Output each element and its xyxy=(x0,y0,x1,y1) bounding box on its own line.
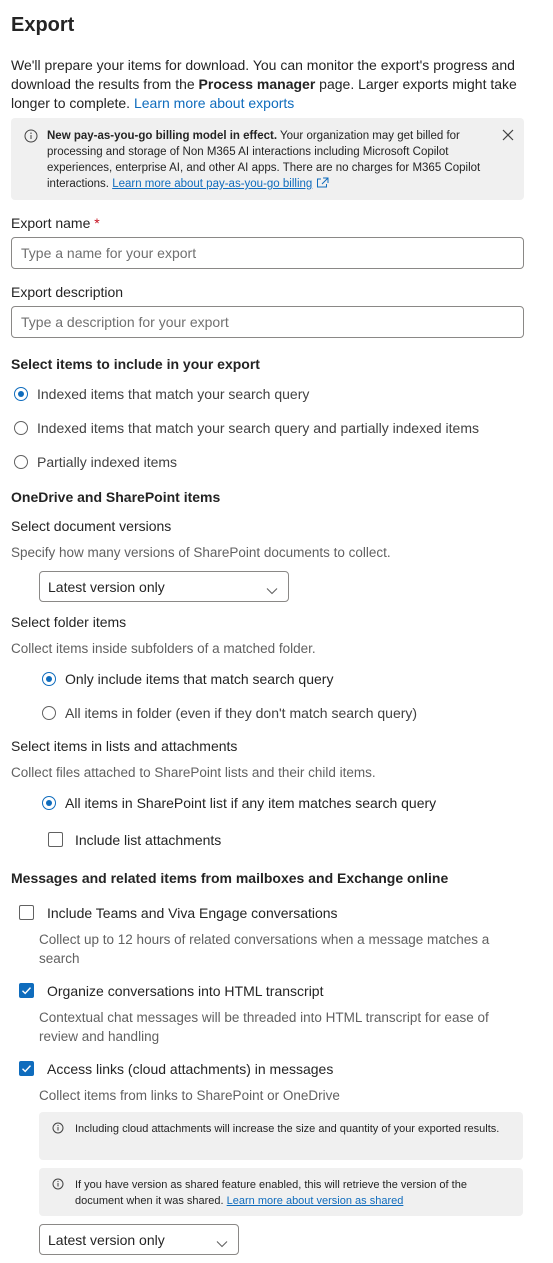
folder-items-label: Select folder items xyxy=(11,614,127,630)
banner-body: Your organization may get billed for processing and storage of Non M365 AI interactions including Microsoft Copilot experiences, enterprise AI, and other AI apps. There are no charges for M365 Copilot interactions. xyxy=(47,130,481,190)
checkbox-list-attachments[interactable] xyxy=(48,832,63,847)
onedrive-heading: OneDrive and SharePoint items xyxy=(11,489,221,505)
checkmark-icon xyxy=(20,1062,33,1075)
radio-all-list-items[interactable] xyxy=(42,796,56,810)
billing-learn-more-link[interactable]: Learn more about pay-as-you-go billing xyxy=(112,178,313,190)
info-icon xyxy=(24,129,38,148)
document-versions-description: Specify how many versions of SharePoint documents to collect. xyxy=(11,545,391,560)
intro-text xyxy=(11,56,526,113)
chevron-down-icon xyxy=(216,1235,228,1253)
radio-indexed-items-label[interactable]: Indexed items that match your search query xyxy=(37,386,310,402)
select-items-heading: Select items to include in your export xyxy=(11,356,260,372)
document-versions-value: Latest version only xyxy=(48,579,165,595)
checkbox-teams-conversations-label[interactable]: Include Teams and Viva Engage conversations xyxy=(47,905,338,921)
external-link-icon xyxy=(316,178,330,190)
folder-items-description: Collect items inside subfolders of a matched folder. xyxy=(11,641,316,656)
lists-label: Select items in lists and attachments xyxy=(11,738,238,754)
radio-indexed-items[interactable] xyxy=(14,387,28,401)
checkmark-icon xyxy=(20,984,33,997)
checkbox-cloud-attachments-label[interactable]: Access links (cloud attachments) in messages xyxy=(47,1061,334,1077)
banner-title: New pay-as-you-go billing model in effect. xyxy=(47,130,278,142)
cloud-version-dropdown[interactable] xyxy=(39,1224,239,1255)
messages-heading: Messages and related items from mailboxes and Exchange online xyxy=(11,870,449,886)
intro-text-1: We'll prepare your items for download. You can monitor the export's progress and download the results from the xyxy=(11,57,515,92)
learn-more-exports-link[interactable]: Learn more about exports xyxy=(133,95,295,111)
cloud-description: Collect items from links to SharePoint or OneDrive xyxy=(39,1088,340,1103)
transcript-description: Contextual chat messages will be threaded into HTML transcript for ease of review and handling xyxy=(39,1010,489,1044)
document-versions-label: Select document versions xyxy=(11,518,172,534)
export-name-field[interactable] xyxy=(11,237,524,269)
intro-text-2: page. Larger exports might take longer to complete. xyxy=(11,76,517,111)
radio-all-folder-items[interactable] xyxy=(42,706,56,720)
radio-all-folder-items-label[interactable]: All items in folder (even if they don't match search query) xyxy=(65,705,418,721)
radio-only-matching-label[interactable]: Only include items that match search query xyxy=(65,671,334,687)
lists-description: Collect files attached to SharePoint lists and their child items. xyxy=(11,765,376,780)
version-shared-note-body: If you have version as shared feature enabled, this will retrieve the version of the document when it was shared. xyxy=(75,1179,467,1207)
teams-description: Collect up to 12 hours of related conversations when a message matches a search xyxy=(39,932,490,966)
document-versions-dropdown[interactable] xyxy=(39,571,289,602)
checkbox-list-attachments-label[interactable]: Include list attachments xyxy=(75,832,222,848)
close-icon[interactable] xyxy=(501,128,515,142)
radio-indexed-and-partial-label[interactable]: Indexed items that match your search query and partially indexed items xyxy=(37,420,480,436)
checkbox-html-transcript[interactable] xyxy=(19,983,34,998)
info-icon xyxy=(52,1121,64,1139)
cloud-version-value: Latest version only xyxy=(48,1232,165,1248)
checkbox-cloud-attachments[interactable] xyxy=(19,1061,34,1076)
version-shared-note-text xyxy=(75,1177,515,1209)
info-icon xyxy=(52,1177,64,1195)
radio-only-matching[interactable] xyxy=(42,672,56,686)
process-manager-text: Process manager xyxy=(198,76,316,92)
radio-partially-indexed[interactable] xyxy=(14,455,28,469)
radio-indexed-and-partial[interactable] xyxy=(14,421,28,435)
billing-banner xyxy=(11,118,524,200)
radio-partially-indexed-label[interactable]: Partially indexed items xyxy=(37,454,178,470)
page-title: Export xyxy=(11,14,75,36)
required-mark: * xyxy=(94,215,100,231)
checkbox-html-transcript-label[interactable]: Organize conversations into HTML transcript xyxy=(47,983,324,999)
version-shared-learn-more-link[interactable]: Learn more about version as shared xyxy=(226,1195,404,1207)
export-name-label xyxy=(11,215,100,231)
cloud-size-note xyxy=(39,1112,523,1160)
export-name-input[interactable] xyxy=(21,238,511,268)
banner-message xyxy=(47,128,495,192)
version-shared-note xyxy=(39,1168,523,1216)
cloud-size-note-text: Including cloud attachments will increase the size and quantity of your exported results. xyxy=(75,1123,500,1135)
export-description-label: Export description xyxy=(11,284,124,300)
export-name-label-text: Export name xyxy=(11,215,91,231)
export-description-input[interactable] xyxy=(21,307,511,337)
checkbox-teams-conversations[interactable] xyxy=(19,905,34,920)
export-description-field[interactable] xyxy=(11,306,524,338)
chevron-down-icon xyxy=(266,582,278,600)
radio-all-list-items-label[interactable]: All items in SharePoint list if any item matches search query xyxy=(65,795,437,811)
